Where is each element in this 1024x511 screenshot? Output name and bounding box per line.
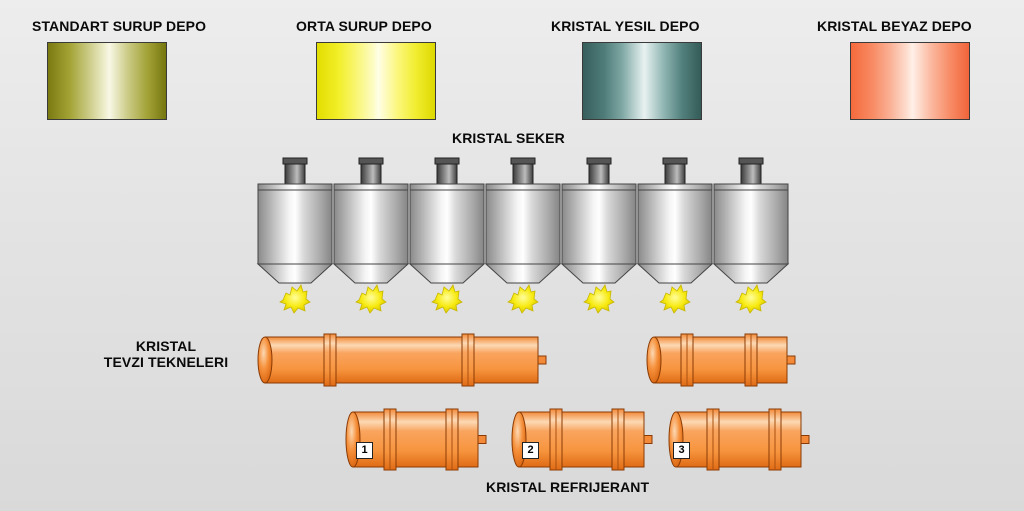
refrigerant-unit-1[interactable]: [346, 409, 486, 470]
tank-label-orta: ORTA SURUP DEPO: [296, 18, 432, 34]
distribution-title-line1: KRISTAL: [135, 338, 197, 354]
distribution-title-line2: TEVZI TEKNELERI: [103, 354, 229, 370]
refrigerant-unit-2[interactable]: [512, 409, 652, 470]
hopper-section-title: KRISTAL SEKER: [452, 130, 565, 146]
tank-label-standart: STANDART SURUP DEPO: [32, 18, 207, 34]
refrigerant-unit-3[interactable]: [669, 409, 809, 470]
distribution-trough-2[interactable]: [647, 334, 795, 386]
tank-label-beyaz: KRISTAL BEYAZ DEPO: [817, 18, 972, 34]
refrigerant-unit-1-number[interactable]: 1: [356, 442, 373, 459]
tank-label-yesil: KRISTAL YESIL DEPO: [551, 18, 700, 34]
refrigerant-unit-2-number[interactable]: 2: [522, 442, 539, 459]
distribution-trough-1[interactable]: [258, 334, 546, 386]
refrigerant-title: KRISTAL REFRIJERANT: [486, 479, 650, 495]
refrigerant-unit-3-number[interactable]: 3: [673, 442, 690, 459]
